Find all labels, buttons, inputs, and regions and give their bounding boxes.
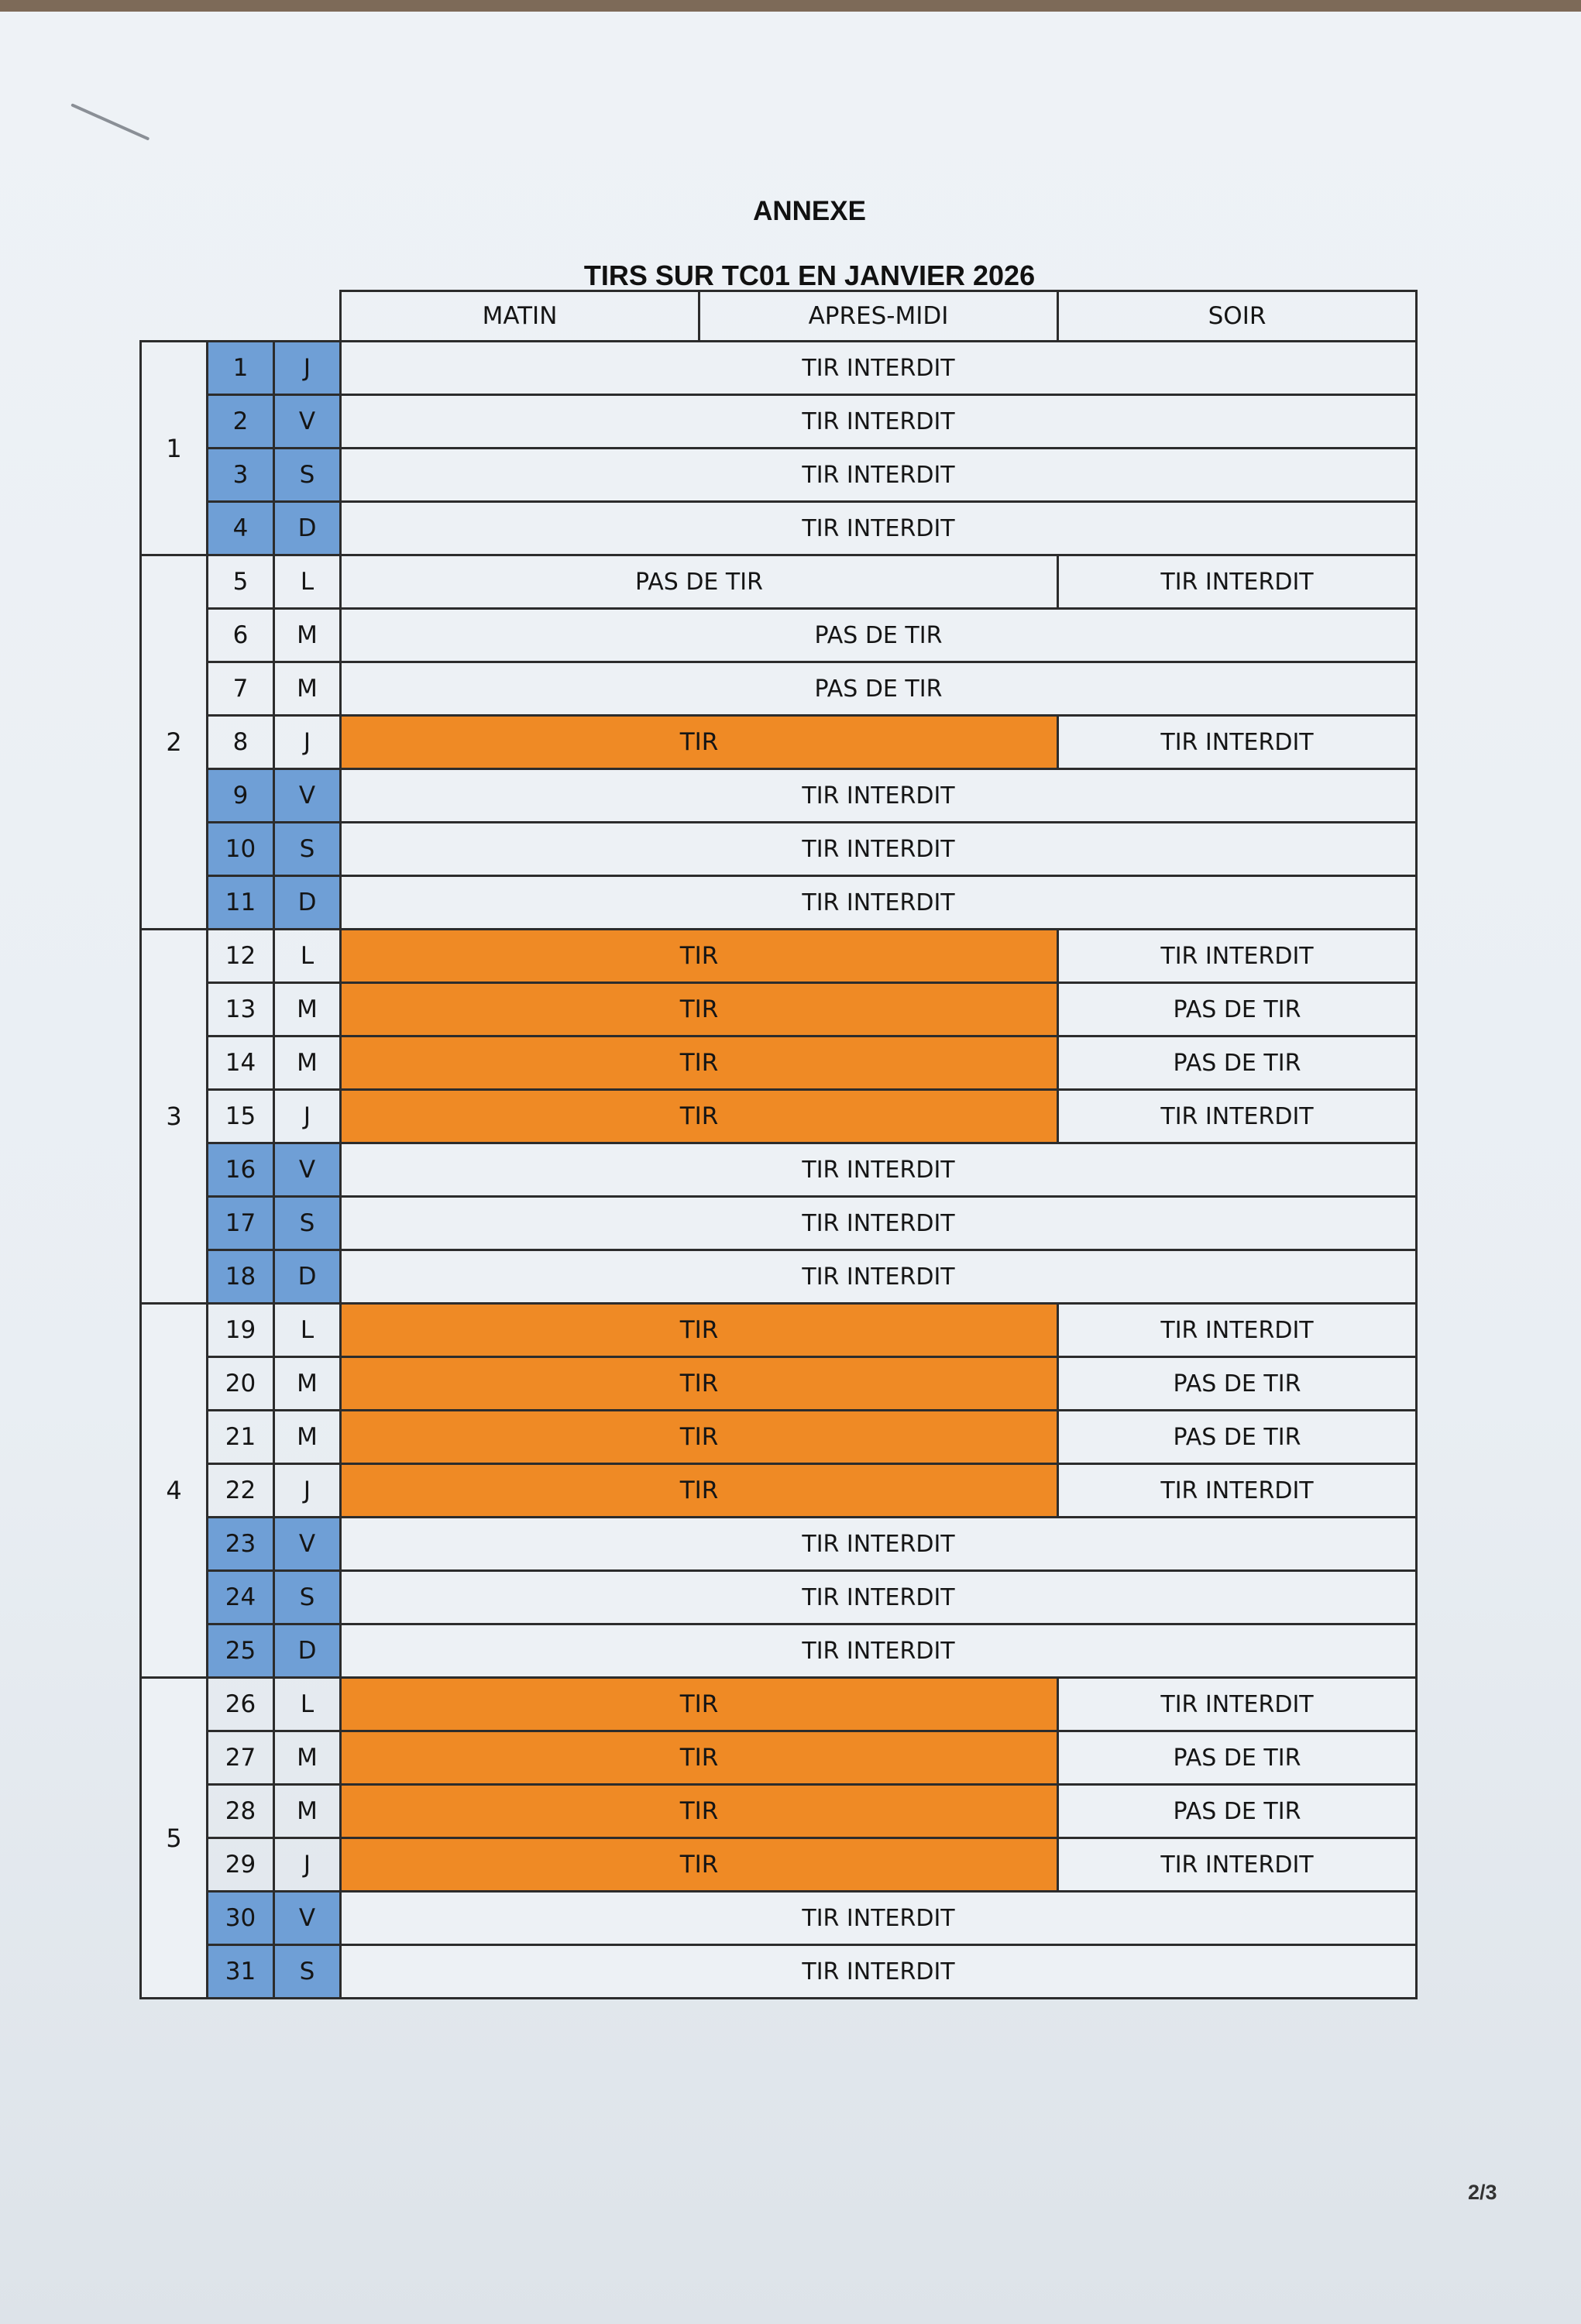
weekday-cell: V [274,395,341,449]
weekday-cell: M [274,983,341,1037]
header-matin: MATIN [341,291,699,342]
header-row [141,291,1417,342]
weekday-cell: D [274,1250,341,1304]
day-number-cell: 28 [208,1785,274,1838]
status-cell: TIR INTERDIT [341,1143,1417,1197]
day-number-cell: 2 [208,395,274,449]
table-row [141,1945,1417,1999]
status-cell: TIR INTERDIT [341,1571,1417,1624]
tir-cell: TIR [341,930,1058,983]
evening-cell: TIR INTERDIT [1058,716,1417,769]
week-number-cell: 1 [141,342,208,555]
tir-cell: TIR [341,1090,1058,1143]
weekday-cell: S [274,1571,341,1624]
week-number-cell: 2 [141,555,208,930]
day-number-cell: 21 [208,1411,274,1464]
tir-cell: TIR [341,1357,1058,1411]
table-row [141,823,1417,876]
header-soir: SOIR [1058,291,1417,342]
table-row [141,716,1417,769]
day-number-cell: 4 [208,502,274,555]
table-row [141,449,1417,502]
weekday-cell: L [274,1304,341,1357]
weekday-cell: J [274,1090,341,1143]
evening-cell: TIR INTERDIT [1058,1464,1417,1518]
day-number-cell: 18 [208,1250,274,1304]
day-number-cell: 27 [208,1731,274,1785]
weekday-cell: M [274,1785,341,1838]
evening-cell: TIR INTERDIT [1058,1838,1417,1892]
day-number-cell: 22 [208,1464,274,1518]
table-row [141,1090,1417,1143]
weekday-cell: M [274,609,341,662]
status-cell: TIR INTERDIT [341,342,1417,395]
status-cell: TIR INTERDIT [341,1250,1417,1304]
status-cell: TIR INTERDIT [341,1892,1417,1945]
day-number-cell: 13 [208,983,274,1037]
document-title: TIRS SUR TC01 EN JANVIER 2026 [583,260,1036,291]
day-number-cell: 10 [208,823,274,876]
table-row [141,1731,1417,1785]
table-row [141,555,1417,609]
day-number-cell: 6 [208,609,274,662]
weekday-cell: M [274,1037,341,1090]
table-row [141,395,1417,449]
weekday-cell: D [274,1624,341,1678]
weekday-cell: M [274,1731,341,1785]
status-cell: TIR INTERDIT [341,1197,1417,1250]
day-number-cell: 16 [208,1143,274,1197]
weekday-cell: D [274,502,341,555]
table-row [141,1785,1417,1838]
weekday-cell: J [274,342,341,395]
day-number-cell: 17 [208,1197,274,1250]
status-cell: PAS DE TIR [341,662,1417,716]
status-cell: TIR INTERDIT [341,395,1417,449]
evening-cell: PAS DE TIR [1058,1731,1417,1785]
tir-cell: TIR [341,716,1058,769]
table-row [141,1411,1417,1464]
day-number-cell: 26 [208,1678,274,1731]
day-number-cell: 29 [208,1838,274,1892]
weekday-cell: S [274,449,341,502]
day-number-cell: 25 [208,1624,274,1678]
weekday-cell: M [274,1357,341,1411]
table-row [141,662,1417,716]
evening-cell: TIR INTERDIT [1058,555,1417,609]
tir-cell: TIR [341,1037,1058,1090]
weekday-cell: V [274,1143,341,1197]
weekday-cell: M [274,1411,341,1464]
day-number-cell: 5 [208,555,274,609]
evening-cell: PAS DE TIR [1058,1411,1417,1464]
table-row [141,1304,1417,1357]
status-cell: TIR INTERDIT [341,823,1417,876]
tir-cell: TIR [341,1464,1058,1518]
status-cell: TIR INTERDIT [341,1518,1417,1571]
annexe-heading: ANNEXE [753,196,866,226]
firing-schedule-table [139,290,1418,1999]
table-row [141,609,1417,662]
week-number-cell: 5 [141,1678,208,1999]
evening-cell: PAS DE TIR [1058,1785,1417,1838]
weekday-cell: J [274,1838,341,1892]
weekday-cell: V [274,1892,341,1945]
table-row [141,1624,1417,1678]
weekday-cell: S [274,1945,341,1999]
table-row [141,983,1417,1037]
weekday-cell: V [274,769,341,823]
evening-cell: PAS DE TIR [1058,1357,1417,1411]
weekday-cell: J [274,1464,341,1518]
evening-cell: TIR INTERDIT [1058,1678,1417,1731]
day-number-cell: 8 [208,716,274,769]
weekday-cell: L [274,930,341,983]
week-number-cell: 4 [141,1304,208,1678]
table-row [141,1571,1417,1624]
evening-cell: TIR INTERDIT [1058,1304,1417,1357]
status-cell: TIR INTERDIT [341,769,1417,823]
weekday-cell: S [274,1197,341,1250]
week-number-cell: 3 [141,930,208,1304]
table-row [141,1892,1417,1945]
day-number-cell: 1 [208,342,274,395]
status-cell: TIR INTERDIT [341,1945,1417,1999]
table-row [141,1464,1417,1518]
table-row [141,1197,1417,1250]
evening-cell: TIR INTERDIT [1058,930,1417,983]
status-cell: TIR INTERDIT [341,876,1417,930]
day-number-cell: 31 [208,1945,274,1999]
day-number-cell: 7 [208,662,274,716]
table-row [141,342,1417,395]
day-number-cell: 12 [208,930,274,983]
tir-cell: TIR [341,1785,1058,1838]
weekday-cell: D [274,876,341,930]
status-cell: TIR INTERDIT [341,502,1417,555]
day-number-cell: 14 [208,1037,274,1090]
day-number-cell: 19 [208,1304,274,1357]
day-number-cell: 23 [208,1518,274,1571]
day-number-cell: 3 [208,449,274,502]
day-number-cell: 24 [208,1571,274,1624]
tir-cell: TIR [341,1838,1058,1892]
weekday-cell: M [274,662,341,716]
page-number: 2/3 [1468,2181,1497,2204]
table-row [141,1037,1417,1090]
table-row [141,1518,1417,1571]
weekday-cell: V [274,1518,341,1571]
status-cell: PAS DE TIR [341,555,1058,609]
table-row [141,1678,1417,1731]
day-number-cell: 20 [208,1357,274,1411]
table-row [141,1838,1417,1892]
day-number-cell: 30 [208,1892,274,1945]
day-number-cell: 9 [208,769,274,823]
tir-cell: TIR [341,983,1058,1037]
weekday-cell: L [274,1678,341,1731]
evening-cell: TIR INTERDIT [1058,1090,1417,1143]
weekday-cell: L [274,555,341,609]
weekday-cell: S [274,823,341,876]
status-cell: TIR INTERDIT [341,1624,1417,1678]
evening-cell: PAS DE TIR [1058,1037,1417,1090]
table-row [141,876,1417,930]
table-row [141,930,1417,983]
tir-cell: TIR [341,1304,1058,1357]
day-number-cell: 11 [208,876,274,930]
table-row [141,1250,1417,1304]
evening-cell: PAS DE TIR [1058,983,1417,1037]
schedule-body [141,342,1417,1999]
tir-cell: TIR [341,1731,1058,1785]
table-row [141,502,1417,555]
tir-cell: TIR [341,1678,1058,1731]
pin-mark [70,103,150,140]
table-row [141,1143,1417,1197]
table-row [141,769,1417,823]
status-cell: PAS DE TIR [341,609,1417,662]
tir-cell: TIR [341,1411,1058,1464]
table-row [141,1357,1417,1411]
day-number-cell: 15 [208,1090,274,1143]
weekday-cell: J [274,716,341,769]
status-cell: TIR INTERDIT [341,449,1417,502]
header-apres-midi: APRES-MIDI [699,291,1058,342]
